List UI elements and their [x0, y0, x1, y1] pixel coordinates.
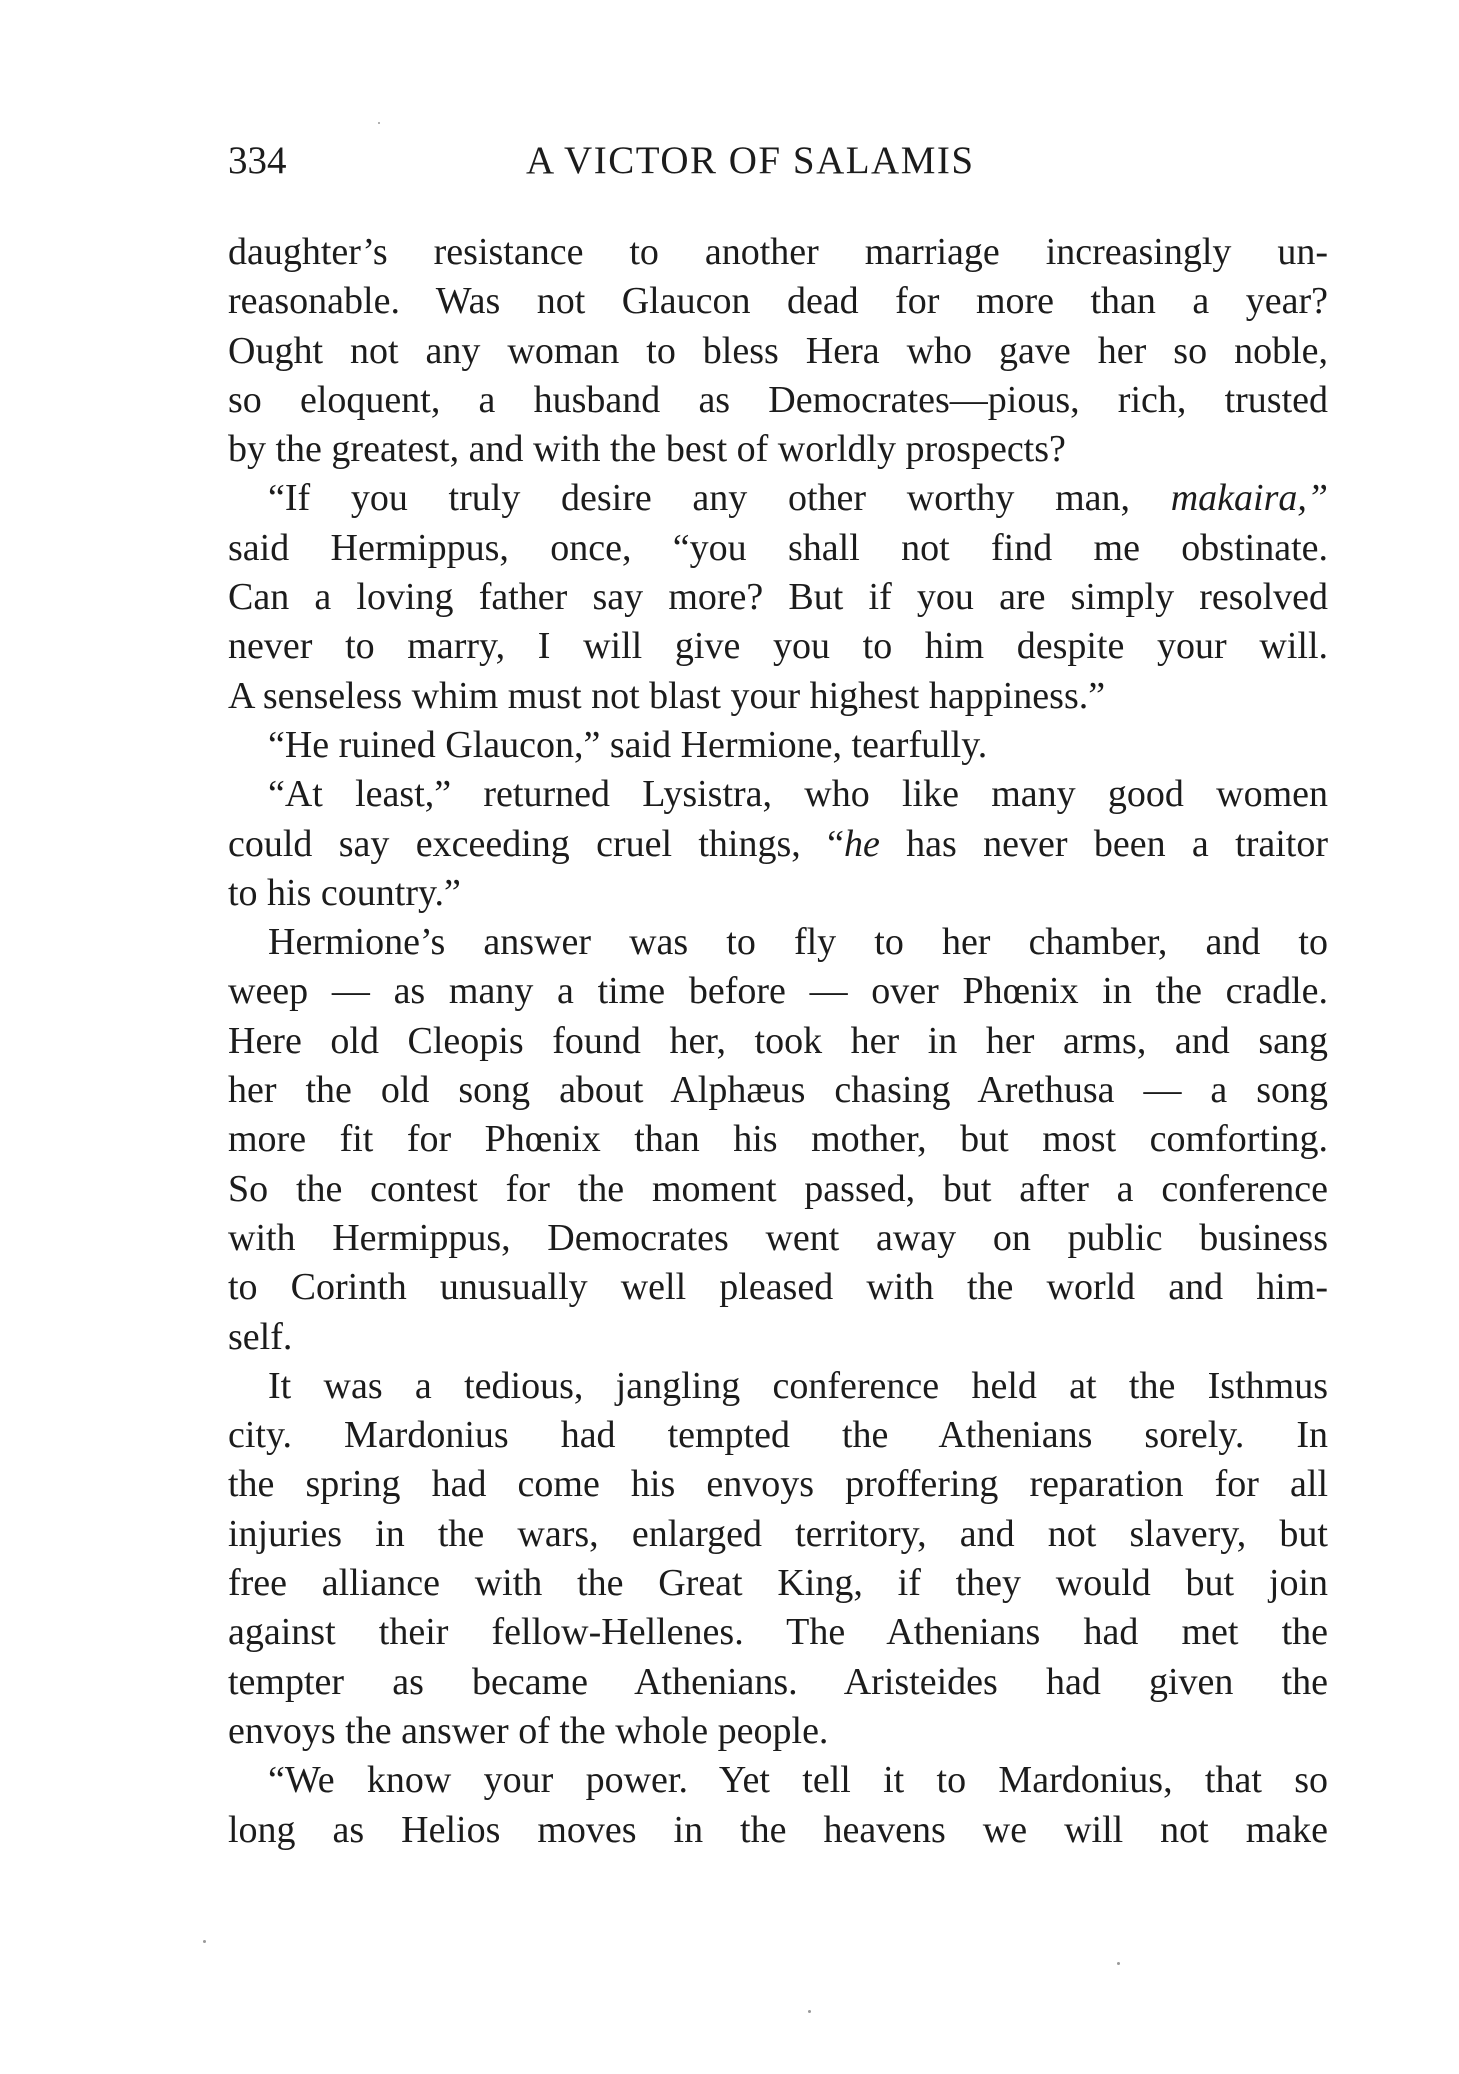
text-line: with Hermippus, Democrates went away on public business	[228, 1216, 1328, 1259]
text-line: Here old Cleopis found her, took her in her arms, and sang	[228, 1019, 1328, 1062]
body-text	[228, 228, 1328, 1855]
text-line: “We know your power. Yet tell it to Mardonius, that so	[268, 1759, 1328, 1802]
scan-speck	[1117, 1962, 1120, 1965]
text-segment: has never been a traitor	[879, 822, 1328, 865]
text-line: Ought not any woman to bless Hera who gave her so noble,	[228, 329, 1328, 372]
running-head	[228, 136, 1328, 186]
text-line: tempter as became Athenians. Aristeides had given the	[228, 1660, 1328, 1703]
text-line: A senseless whim must not blast your highest happiness.”	[228, 674, 1106, 717]
text-line: her the old song about Alphæus chasing Arethusa — a song	[228, 1069, 1328, 1112]
text-line: more fit for Phœnix than his mother, but most comforting.	[228, 1118, 1328, 1161]
scan-speck	[808, 2010, 811, 2013]
running-title: A VICTOR OF SALAMIS	[526, 139, 975, 182]
text-line: city. Mardonius had tempted the Athenians sorely. In	[228, 1414, 1328, 1457]
text-line: reasonable. Was not Glaucon dead for more than a year?	[228, 280, 1328, 323]
text-line: free alliance with the Great King, if they would but join	[228, 1562, 1328, 1605]
text-line: “He ruined Glaucon,” said Hermione, tearfully.	[268, 723, 988, 766]
text-line: self.	[228, 1315, 293, 1358]
text-line: weep — as many a time before — over Phœnix in the cradle.	[228, 970, 1328, 1013]
scan-speck	[378, 122, 380, 124]
scan-speck	[203, 1940, 206, 1943]
text-line: It was a tedious, jangling conference held at the Isthmus	[268, 1364, 1328, 1407]
text-line: “At least,” returned Lysistra, who like many good women	[268, 773, 1328, 816]
italic-word: he	[843, 822, 880, 865]
text-line: Hermione’s answer was to fly to her chamber, and to	[268, 921, 1328, 964]
text-line: by the greatest, and with the best of worldly prospects?	[228, 428, 1066, 471]
page-number: 334	[228, 139, 287, 182]
text-segment: “If you truly desire any other worthy man,	[268, 477, 1131, 520]
text-line: long as Helios moves in the heavens we will not make	[228, 1808, 1328, 1851]
text-line: to Corinth unusually well pleased with the world and him-	[228, 1266, 1328, 1309]
text-line: said Hermippus, once, “you shall not find me obstinate.	[228, 526, 1328, 569]
text-segment: could say exceeding cruel things, “	[228, 822, 844, 865]
text-line: to his country.”	[228, 871, 461, 914]
text-line: against their fellow-Hellenes. The Athenians had met the	[228, 1611, 1328, 1654]
text-line: So the contest for the moment passed, but after a conference	[228, 1167, 1328, 1210]
text-line: Can a loving father say more? But if you are simply resolved	[228, 576, 1328, 619]
italic-word: makaira,”	[1170, 477, 1328, 520]
text-line: injuries in the wars, enlarged territory, and not slavery, but	[228, 1512, 1328, 1555]
text-line: daughter’s resistance to another marriage increasingly un-	[228, 231, 1328, 273]
text-line: the spring had come his envoys proffering reparation for all	[228, 1463, 1328, 1506]
text-line	[228, 474, 1328, 523]
text-line: envoys the answer of the whole people.	[228, 1709, 829, 1752]
text-line	[228, 820, 1328, 869]
text-line: never to marry, I will give you to him despite your will.	[228, 625, 1328, 668]
text-line: so eloquent, a husband as Democrates—pious, rich, trusted	[228, 378, 1328, 421]
